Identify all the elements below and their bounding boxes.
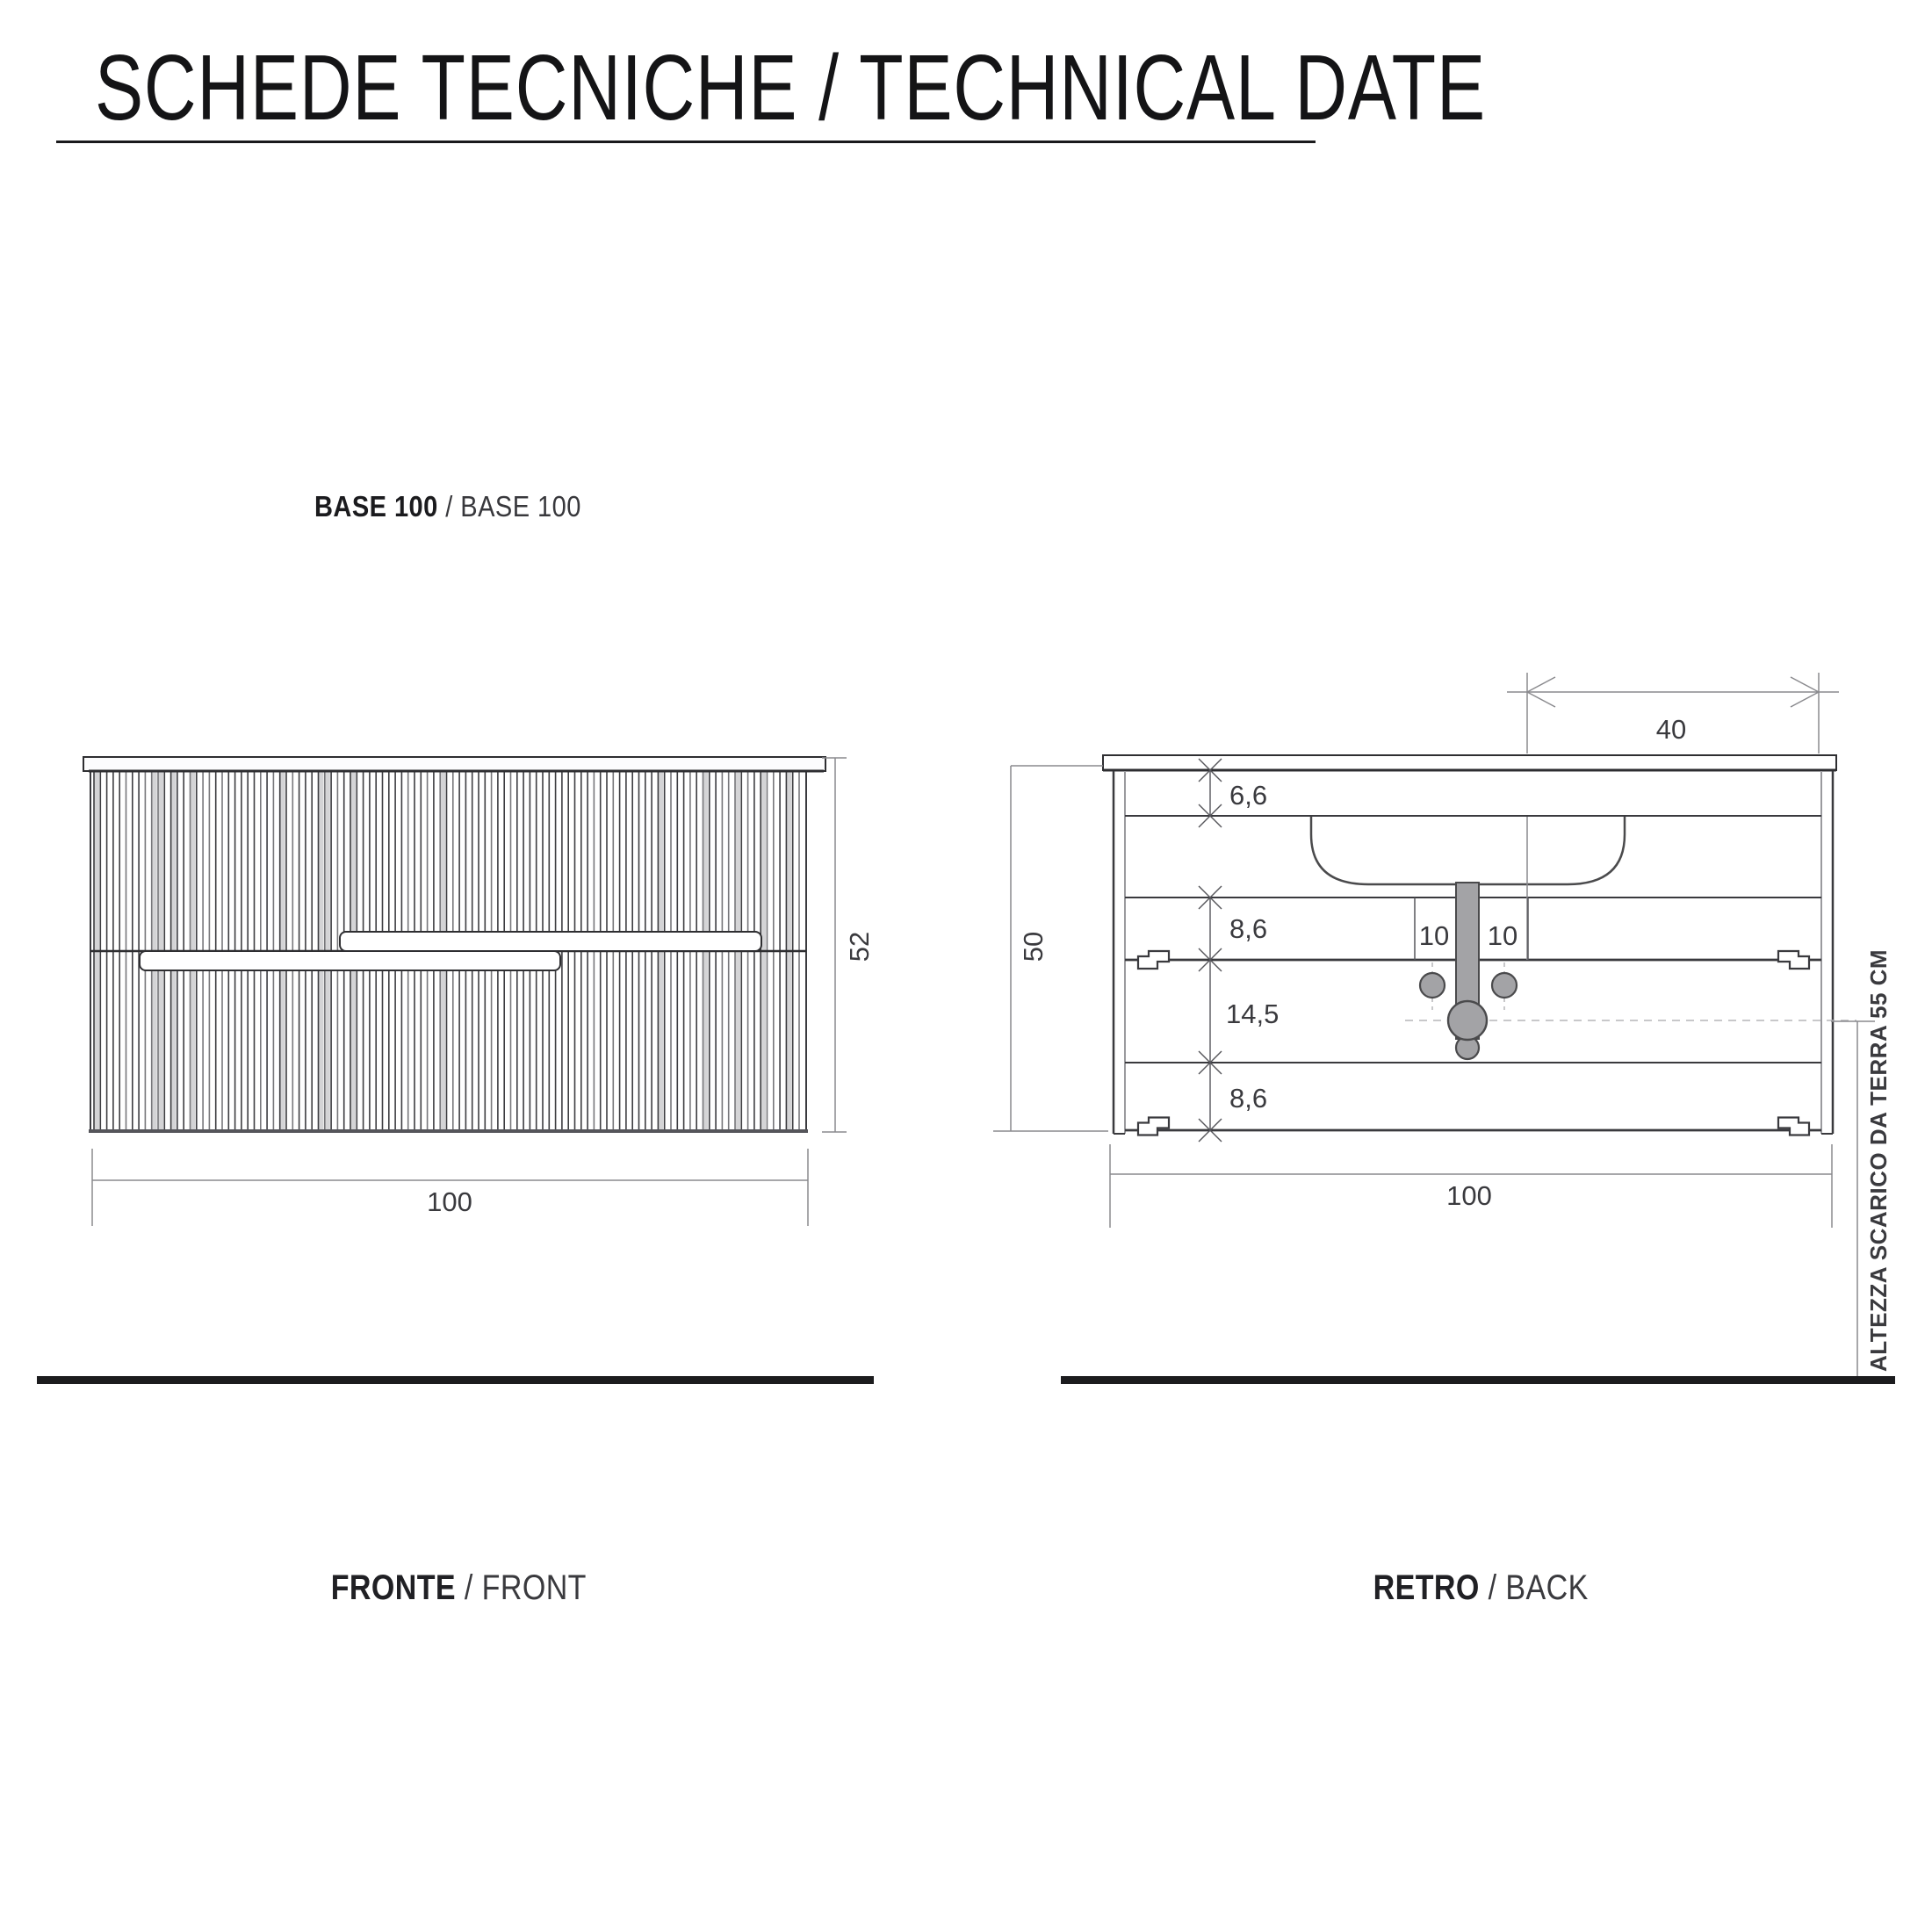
floor-line-back (1061, 1376, 1895, 1384)
back-height-value: 50 (1018, 931, 1049, 962)
upper-drawer-handle (340, 932, 761, 951)
back-width-value: 100 (1446, 1180, 1492, 1211)
drain-valve-right (1492, 973, 1517, 998)
drain-offset-right-value: 10 (1487, 920, 1518, 951)
sink-bowl-outline (1311, 817, 1625, 884)
back-caption-light: BACK (1505, 1568, 1589, 1607)
floor-line-front (37, 1376, 874, 1384)
back-height-dimension (993, 766, 1108, 1131)
front-view-caption (274, 1568, 643, 1608)
page-title: SCHEDE TECNICHE / TECHNICAL DATE (95, 36, 1486, 140)
drain-offset-left-value: 10 (1418, 920, 1450, 951)
drain-valve-left (1420, 973, 1445, 998)
back-caption-bold: RETRO (1373, 1568, 1480, 1607)
product-name-light: BASE 100 (460, 490, 581, 523)
drain-height-note: ALTEZZA SCARICO DA TERRA 55 CM (1865, 948, 1892, 1372)
product-name-bold: BASE 100 (314, 490, 438, 523)
back-view-caption (1296, 1568, 1665, 1608)
top-rail-value: 6,6 (1229, 780, 1268, 811)
front-height-value: 52 (844, 931, 875, 962)
front-caption-bold: FRONTE (330, 1568, 456, 1607)
top-offset-value: 40 (1655, 714, 1687, 745)
front-caption-sep: / (464, 1568, 473, 1607)
lower-drawer-handle (140, 951, 560, 970)
front-caption-light: FRONT (481, 1568, 587, 1607)
front-countertop (83, 757, 825, 771)
front-width-value: 100 (427, 1186, 472, 1217)
bottom-rail-value: 8,6 (1229, 1083, 1268, 1114)
back-caption-sep: / (1488, 1568, 1497, 1607)
back-view-drawing (993, 673, 1892, 1376)
drain-trap-joint (1448, 1001, 1487, 1040)
front-height-dimension (822, 758, 847, 1132)
product-separator: / (445, 490, 453, 523)
middle-gap-value: 14,5 (1226, 998, 1280, 1029)
middle-rail-value: 8,6 (1229, 913, 1268, 944)
front-view-drawing (83, 757, 875, 1226)
